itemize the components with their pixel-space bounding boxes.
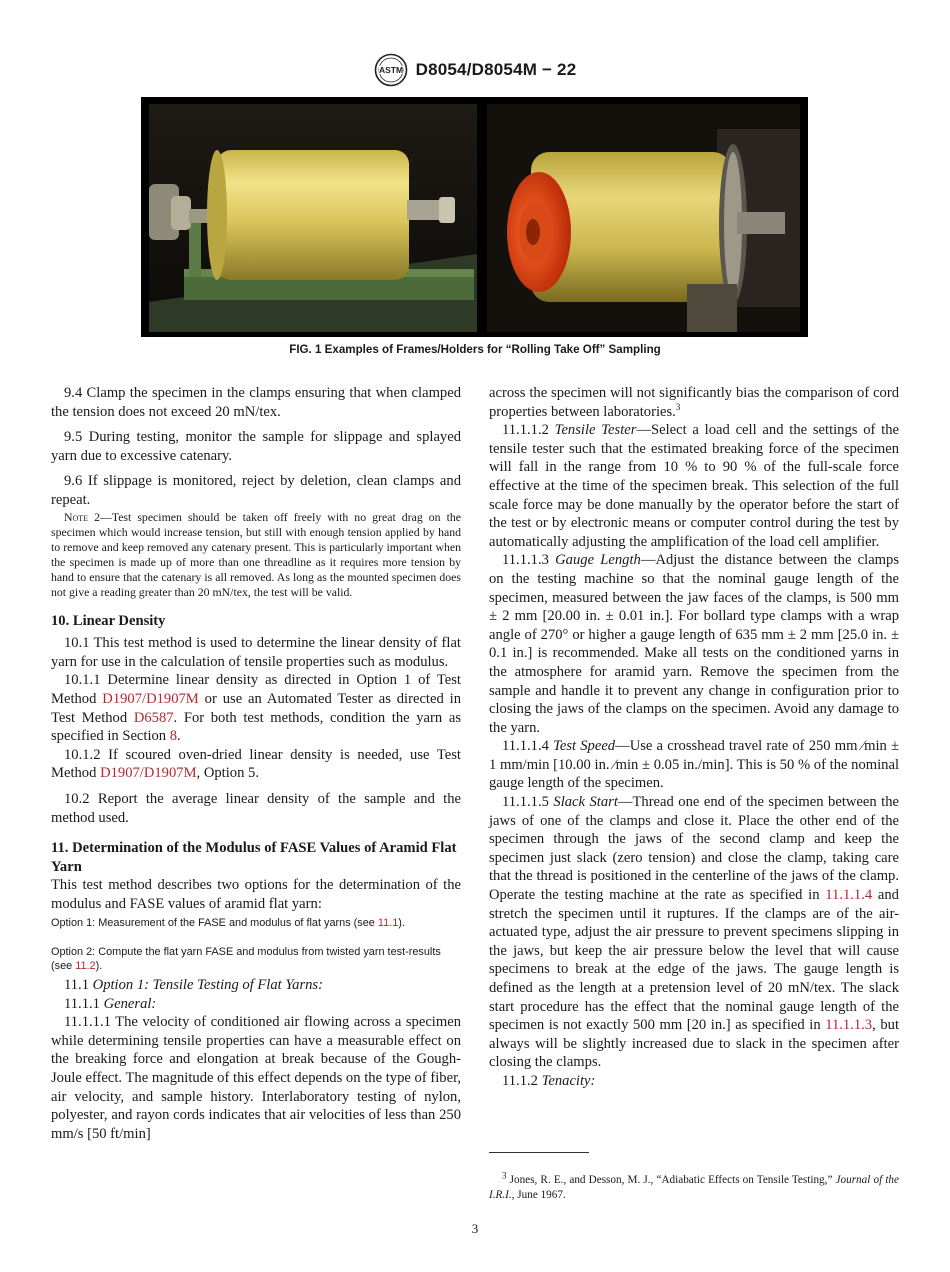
page-header <box>0 50 950 90</box>
footnote-ref-3[interactable]: 3 <box>675 401 681 412</box>
link-d1907-option5[interactable]: D1907/D1907M <box>100 765 197 782</box>
paragraph-11-1-1-3: 11.1.1.3 Gauge Length—Adjust the distance between the clamps on the testing machine so that the nominal gauge length of the specimen, measured between the jaw faces of the clamps, is 500 mm ± 2 mm [20.00 in. ± 0.01 in.]. For bollard type clamps with a wrap angle of 270° or higher a gauge length of 635 mm ± 2 mm [25.0 in. ± 0.1 in.] is recommended. Make all tests on the conditioned yarns in the atmosphere for aramid yarn. Remove the specimen from the sample and handle it to prevent any change in configuration prior to closing the jaws of the clamps on the specimen. Avoid any damage to the yarn. <box>489 552 899 736</box>
option-1-line: Option 1: Measurement of the FASE and modulus of flat yarns (see 11.1). <box>51 917 405 930</box>
note-label: Note 2 <box>64 509 101 524</box>
paragraph-11-1-2: 11.1.2 Tenacity: <box>502 1072 596 1089</box>
paragraph-10-1-2: 10.1.2 If scoured oven-dried linear density is needed, use Test Method D1907/D1907M, Option 5. <box>51 746 461 782</box>
frame-holder-photo-left <box>149 104 477 332</box>
paragraph-continuation: across the specimen will not significantly bias the comparison of cord properties between laboratories.$^3$ <box>489 385 899 420</box>
link-d1907[interactable]: D1907/D1907M <box>102 690 199 707</box>
paragraph-11-1: 11.1 Option 1: Tensile Testing of Flat Yarns: <box>64 977 323 994</box>
note-2 <box>51 510 461 600</box>
paragraph-11-1-1: 11.1.1 General: <box>64 995 157 1012</box>
paragraph-11-1-1-4: 11.1.1.4 Test Speed—Use a crosshead travel rate of 250 mm ⁄min ± 1 mm/min [10.00 in. ⁄min ± 0.05 in./min]. This is 50 % of the nominal gauge length of the specimen. <box>489 738 899 792</box>
document-designation: D8054/D8054M − 22 <box>415 60 577 79</box>
footnote-3: $^3$ Jones, R. E., and Desson, M. J., “Adiabatic Effects on Tensile Testing,” Journal of the I.R.I., June 1967. <box>489 1170 899 1202</box>
svg-text:ASTM: ASTM <box>378 65 403 75</box>
paragraph-10-1-1: 10.1.1 Determine linear density as directed in Option 1 of Test Method D1907/D1907M or use an Automated Tester as directed in Test Method D6587. For both test methods, condition the yarn as specified in Section 8. <box>51 672 461 745</box>
right-column <box>489 384 899 1091</box>
paragraph-10-1: 10.1 This test method is used to determine the linear density of flat yarn for use in the calculation of tensile properties such as modulus. <box>51 635 461 670</box>
note-text: —Test specimen should be taken off freely with no great drag on the specimen which would increase tension, but still with enough tension applied by hand to remove and keep removed any catenary present. This is particularly important when the specimen is made up of more than one threadline as it requires more tension by hand to ensure that the catenary is all removed. As long as the mounted specimen does not give a reading greater than 20 mN/tex, the test will be valid. <box>51 509 461 599</box>
section-11-heading: 11. Determination of the Modulus of FASE Values of Aramid Flat Yarn <box>51 840 457 875</box>
link-section-8[interactable]: 8 <box>169 728 178 745</box>
paragraph-9-4: 9.4 Clamp the specimen in the clamps ensuring that when clamped the tension does not exceed 20 mN/tex. <box>51 385 461 420</box>
paragraph-11-1-1-1: 11.1.1.1 The velocity of conditioned air flowing across a specimen while determining tensile properties can have a measurable effect on the breaking force and elongation at break because of the Gough-Joule effect. The magnitude of this effect depends on the type of fiber, air velocity, and sample history. Interlaboratory testing of nylon, polyester, and rayon cords indicates that air velocities of less than 250 mm/s [50 ft/min] <box>51 1014 461 1142</box>
link-d6587[interactable]: D6587 <box>133 709 174 726</box>
option-2-line: Option 2: Compute the flat yarn FASE and modulus from twisted yarn test-results (see 11.2). <box>51 945 441 972</box>
section-10-heading: 10. Linear Density <box>51 612 166 629</box>
paragraph-10-2: 10.2 Report the average linear density of the sample and the method used. <box>51 790 461 826</box>
frame-holder-photo-right <box>487 104 800 332</box>
page-number: 3 <box>471 1221 479 1236</box>
footnote-rule <box>489 1152 589 1153</box>
link-11-2[interactable]: 11.2 <box>75 959 96 972</box>
paragraph-11-1-1-5: 11.1.1.5 Slack Start—Thread one end of the specimen between the jaws of one of the clamps and close it. Place the other end of the specimen through the jaws of the second clamp and keep the specimen just slack (zero tension) and close the clamp, taking care that the thread is positioned in the centerline of the jaws of the clamp. Operate the testing machine at the rate as specified in 11.1.1.4 and stretch the specimen until it ruptures. If the clamps are of the air-actuated type, adjust the air pressure to prevent specimens slipping in the jaws, but keep the air pressure below the level that will cause specimens to break at the edge of the jaws. The gauge length is defined as the length at a pretension level of 20 mN/tex. The slack start procedure has the effect that the nominal gauge length of the specimen is not exactly 500 mm [20 in.] as specified in 11.1.1.3, but always will be slightly increased due to slack in the specimen after closing the clamps. <box>489 794 899 1071</box>
figure-1-photos <box>141 97 808 337</box>
paragraph-9-5: 9.5 During testing, monitor the sample for slippage and splayed yarn due to excessive catenary. <box>51 429 461 464</box>
paragraph-9-6: 9.6 If slippage is monitored, reject by deletion, clean clamps and repeat. <box>51 473 461 508</box>
link-11-1[interactable]: 11.1 <box>377 917 399 930</box>
left-column <box>51 384 461 1143</box>
paragraph-11-1-1-2: 11.1.1.2 Tensile Tester—Select a load cell and the settings of the tensile tester such that the estimated breaking force of the specimen will fall in the range from 10 % to 90 % of the full-scale force effective at the time of the specimen break. This selection of the full scale force may be done manually by the operator before the start of the test or by electronic means or computer control during the test by automatically adjusting the amplification of the load cell amplifier. <box>489 422 899 550</box>
astm-logo-icon <box>374 53 408 87</box>
link-11-1-1-3[interactable]: 11.1.1.3 <box>825 1017 873 1034</box>
section-11-intro: This test method describes two options for the determination of the modulus and FASE values of aramid flat yarn: <box>51 877 461 912</box>
link-11-1-1-4[interactable]: 11.1.1.4 <box>825 887 873 904</box>
figure-caption: FIG. 1 Examples of Frames/Holders for “Rolling Take Off” Sampling <box>289 343 661 356</box>
